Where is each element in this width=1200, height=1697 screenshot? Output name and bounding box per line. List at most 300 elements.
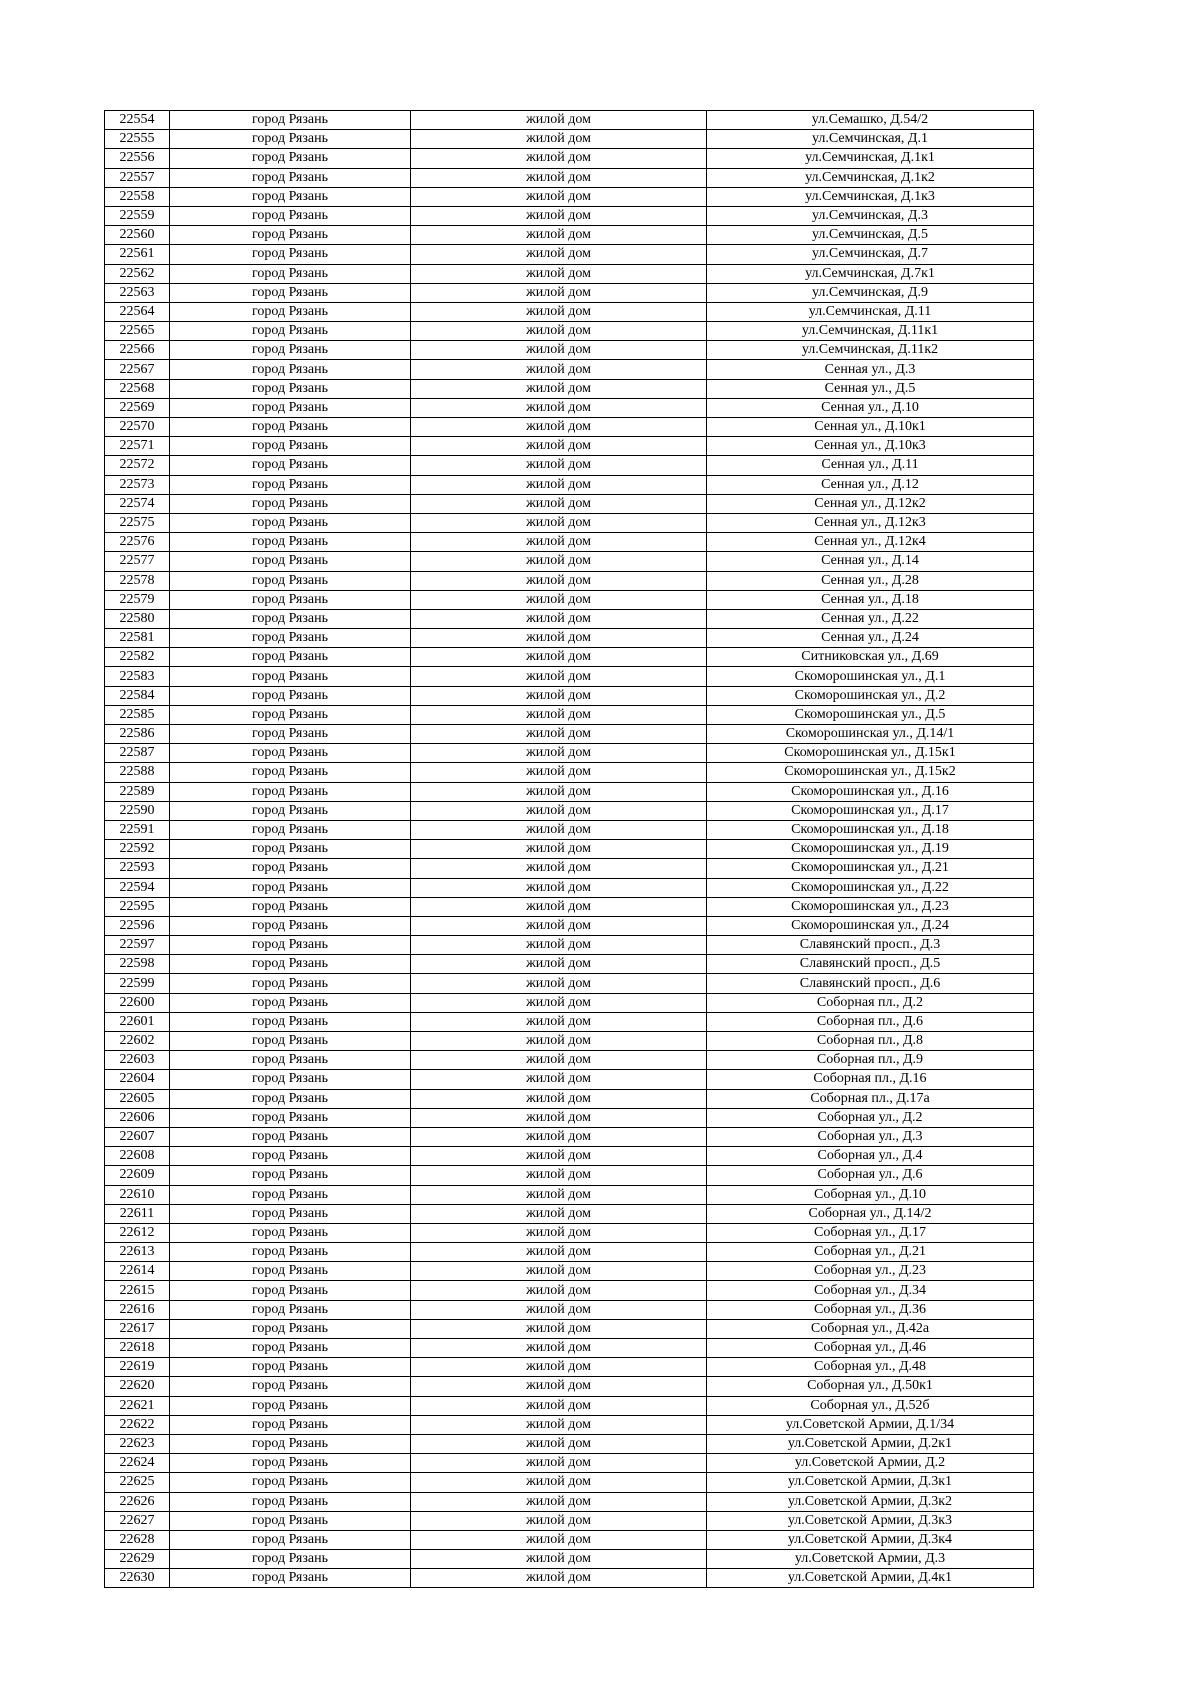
address-cell: ул.Советской Армии, Д.3к2 — [707, 1492, 1034, 1511]
table-row — [105, 264, 1034, 283]
address-cell: ул.Семчинская, Д.3 — [707, 206, 1034, 225]
table-row — [105, 1358, 1034, 1377]
table-row — [105, 782, 1034, 801]
building-type-cell: жилой дом — [411, 936, 707, 955]
city-cell: город Рязань — [170, 1243, 411, 1262]
record-number-cell: 22575 — [105, 513, 170, 532]
building-type-cell: жилой дом — [411, 1473, 707, 1492]
address-cell: Соборная пл., Д.2 — [707, 993, 1034, 1012]
address-cell: Сенная ул., Д.3 — [707, 360, 1034, 379]
address-cell: Скоморошинская ул., Д.1 — [707, 667, 1034, 686]
address-cell: Сенная ул., Д.14 — [707, 552, 1034, 571]
table-row — [105, 1415, 1034, 1434]
city-cell: город Рязань — [170, 283, 411, 302]
table-row — [105, 1396, 1034, 1415]
address-cell: Сенная ул., Д.22 — [707, 609, 1034, 628]
building-type-cell: жилой дом — [411, 283, 707, 302]
table-row — [105, 820, 1034, 839]
record-number-cell: 22609 — [105, 1166, 170, 1185]
table-row — [105, 283, 1034, 302]
address-cell: Соборная ул., Д.14/2 — [707, 1204, 1034, 1223]
record-number-cell: 22592 — [105, 840, 170, 859]
building-type-cell: жилой дом — [411, 245, 707, 264]
address-cell: Сенная ул., Д.24 — [707, 629, 1034, 648]
table-row — [105, 341, 1034, 360]
city-cell: город Рязань — [170, 609, 411, 628]
table-row — [105, 1166, 1034, 1185]
city-cell: город Рязань — [170, 1204, 411, 1223]
record-number-cell: 22629 — [105, 1550, 170, 1569]
table-row — [105, 206, 1034, 225]
city-cell: город Рязань — [170, 264, 411, 283]
city-cell: город Рязань — [170, 725, 411, 744]
record-number-cell: 22605 — [105, 1089, 170, 1108]
address-cell: Соборная ул., Д.17 — [707, 1223, 1034, 1242]
record-number-cell: 22554 — [105, 111, 170, 130]
record-number-cell: 22576 — [105, 533, 170, 552]
address-cell: Скоморошинская ул., Д.23 — [707, 897, 1034, 916]
table-row — [105, 571, 1034, 590]
city-cell: город Рязань — [170, 1434, 411, 1453]
building-type-cell: жилой дом — [411, 1511, 707, 1530]
building-type-cell: жилой дом — [411, 302, 707, 321]
building-type-cell: жилой дом — [411, 725, 707, 744]
address-cell: Ситниковская ул., Д.69 — [707, 648, 1034, 667]
address-cell: ул.Семчинская, Д.7к1 — [707, 264, 1034, 283]
record-number-cell: 22558 — [105, 187, 170, 206]
record-number-cell: 22628 — [105, 1530, 170, 1549]
city-cell: город Рязань — [170, 341, 411, 360]
record-number-cell: 22624 — [105, 1454, 170, 1473]
table-row — [105, 1511, 1034, 1530]
table-row — [105, 1127, 1034, 1146]
record-number-cell: 22563 — [105, 283, 170, 302]
address-cell: Сенная ул., Д.12 — [707, 475, 1034, 494]
address-cell: Скоморошинская ул., Д.15к2 — [707, 763, 1034, 782]
address-cell: Сенная ул., Д.10к3 — [707, 437, 1034, 456]
city-cell: город Рязань — [170, 379, 411, 398]
city-cell: город Рязань — [170, 149, 411, 168]
address-cell: ул.Советской Армии, Д.3к1 — [707, 1473, 1034, 1492]
building-type-cell: жилой дом — [411, 1204, 707, 1223]
city-cell: город Рязань — [170, 974, 411, 993]
building-type-cell: жилой дом — [411, 1530, 707, 1549]
building-type-cell: жилой дом — [411, 897, 707, 916]
record-number-cell: 22583 — [105, 667, 170, 686]
address-cell: Славянский просп., Д.5 — [707, 955, 1034, 974]
building-type-cell: жилой дом — [411, 1377, 707, 1396]
record-number-cell: 22627 — [105, 1511, 170, 1530]
city-cell: город Рязань — [170, 475, 411, 494]
city-cell: город Рязань — [170, 206, 411, 225]
address-cell: Соборная пл., Д.16 — [707, 1070, 1034, 1089]
record-number-cell: 22617 — [105, 1319, 170, 1338]
building-type-cell: жилой дом — [411, 782, 707, 801]
record-number-cell: 22566 — [105, 341, 170, 360]
table-row — [105, 245, 1034, 264]
table-row — [105, 456, 1034, 475]
city-cell: город Рязань — [170, 878, 411, 897]
table-row — [105, 1339, 1034, 1358]
record-number-cell: 22584 — [105, 686, 170, 705]
building-type-cell: жилой дом — [411, 763, 707, 782]
table-row — [105, 475, 1034, 494]
record-number-cell: 22600 — [105, 993, 170, 1012]
record-number-cell: 22607 — [105, 1127, 170, 1146]
record-number-cell: 22599 — [105, 974, 170, 993]
building-type-cell: жилой дом — [411, 1262, 707, 1281]
building-type-cell: жилой дом — [411, 149, 707, 168]
city-cell: город Рязань — [170, 916, 411, 935]
building-type-cell: жилой дом — [411, 494, 707, 513]
address-cell: Скоморошинская ул., Д.24 — [707, 916, 1034, 935]
table-row — [105, 763, 1034, 782]
address-cell: ул.Семчинская, Д.11к1 — [707, 322, 1034, 341]
address-cell: ул.Советской Армии, Д.3 — [707, 1550, 1034, 1569]
address-cell: ул.Семчинская, Д.9 — [707, 283, 1034, 302]
building-type-cell: жилой дом — [411, 456, 707, 475]
table-row — [105, 398, 1034, 417]
record-number-cell: 22560 — [105, 226, 170, 245]
address-cell: Скоморошинская ул., Д.17 — [707, 801, 1034, 820]
record-number-cell: 22588 — [105, 763, 170, 782]
record-number-cell: 22612 — [105, 1223, 170, 1242]
city-cell: город Рязань — [170, 1108, 411, 1127]
address-cell: Соборная ул., Д.6 — [707, 1166, 1034, 1185]
address-cell: Соборная ул., Д.10 — [707, 1185, 1034, 1204]
table-row — [105, 1473, 1034, 1492]
record-number-cell: 22555 — [105, 130, 170, 149]
building-type-cell: жилой дом — [411, 667, 707, 686]
record-number-cell: 22585 — [105, 705, 170, 724]
table-row — [105, 686, 1034, 705]
record-number-cell: 22562 — [105, 264, 170, 283]
city-cell: город Рязань — [170, 1550, 411, 1569]
building-type-cell: жилой дом — [411, 341, 707, 360]
record-number-cell: 22622 — [105, 1415, 170, 1434]
table-row — [105, 379, 1034, 398]
record-number-cell: 22601 — [105, 1012, 170, 1031]
building-type-cell: жилой дом — [411, 801, 707, 820]
table-row — [105, 1108, 1034, 1127]
record-number-cell: 22568 — [105, 379, 170, 398]
address-cell: ул.Семашко, Д.54/2 — [707, 111, 1034, 130]
city-cell: город Рязань — [170, 648, 411, 667]
city-cell: город Рязань — [170, 1032, 411, 1051]
record-number-cell: 22591 — [105, 820, 170, 839]
table-row — [105, 648, 1034, 667]
building-type-cell: жилой дом — [411, 1032, 707, 1051]
table-row — [105, 1492, 1034, 1511]
city-cell: город Рязань — [170, 744, 411, 763]
building-type-cell: жилой дом — [411, 609, 707, 628]
record-number-cell: 22564 — [105, 302, 170, 321]
table-row — [105, 667, 1034, 686]
city-cell: город Рязань — [170, 1454, 411, 1473]
building-type-cell: жилой дом — [411, 916, 707, 935]
address-cell: Соборная ул., Д.34 — [707, 1281, 1034, 1300]
address-cell: Скоморошинская ул., Д.14/1 — [707, 725, 1034, 744]
table-row — [105, 878, 1034, 897]
table-row — [105, 1032, 1034, 1051]
address-cell: Соборная ул., Д.21 — [707, 1243, 1034, 1262]
record-number-cell: 22594 — [105, 878, 170, 897]
record-number-cell: 22619 — [105, 1358, 170, 1377]
record-number-cell: 22626 — [105, 1492, 170, 1511]
table-row — [105, 1051, 1034, 1070]
record-number-cell: 22606 — [105, 1108, 170, 1127]
record-number-cell: 22565 — [105, 322, 170, 341]
city-cell: город Рязань — [170, 1223, 411, 1242]
record-number-cell: 22570 — [105, 418, 170, 437]
table-row — [105, 1223, 1034, 1242]
city-cell: город Рязань — [170, 1166, 411, 1185]
table-row — [105, 1281, 1034, 1300]
building-type-cell: жилой дом — [411, 379, 707, 398]
table-row — [105, 1012, 1034, 1031]
table-row — [105, 418, 1034, 437]
city-cell: город Рязань — [170, 111, 411, 130]
city-cell: город Рязань — [170, 418, 411, 437]
building-type-cell: жилой дом — [411, 1012, 707, 1031]
table-row — [105, 993, 1034, 1012]
building-type-cell: жилой дом — [411, 533, 707, 552]
building-type-cell: жилой дом — [411, 1339, 707, 1358]
city-cell: город Рязань — [170, 226, 411, 245]
table-row — [105, 130, 1034, 149]
address-cell: Сенная ул., Д.12к2 — [707, 494, 1034, 513]
address-cell: ул.Семчинская, Д.1к3 — [707, 187, 1034, 206]
building-type-cell: жилой дом — [411, 1415, 707, 1434]
address-cell: ул.Советской Армии, Д.3к3 — [707, 1511, 1034, 1530]
address-cell: ул.Семчинская, Д.1к2 — [707, 168, 1034, 187]
building-type-cell: жилой дом — [411, 993, 707, 1012]
building-type-cell: жилой дом — [411, 878, 707, 897]
record-number-cell: 22602 — [105, 1032, 170, 1051]
city-cell: город Рязань — [170, 1415, 411, 1434]
address-cell: Соборная ул., Д.48 — [707, 1358, 1034, 1377]
table-row — [105, 1550, 1034, 1569]
city-cell: город Рязань — [170, 302, 411, 321]
city-cell: город Рязань — [170, 1473, 411, 1492]
address-cell: Скоморошинская ул., Д.16 — [707, 782, 1034, 801]
table-row — [105, 840, 1034, 859]
address-cell: Соборная пл., Д.6 — [707, 1012, 1034, 1031]
address-cell: ул.Советской Армии, Д.4к1 — [707, 1569, 1034, 1588]
city-cell: город Рязань — [170, 936, 411, 955]
city-cell: город Рязань — [170, 1147, 411, 1166]
table-row — [105, 1070, 1034, 1089]
city-cell: город Рязань — [170, 245, 411, 264]
address-cell: Соборная пл., Д.17а — [707, 1089, 1034, 1108]
city-cell: город Рязань — [170, 993, 411, 1012]
address-cell: Соборная ул., Д.36 — [707, 1300, 1034, 1319]
address-cell: Соборная ул., Д.52б — [707, 1396, 1034, 1415]
city-cell: город Рязань — [170, 705, 411, 724]
building-type-cell: жилой дом — [411, 1492, 707, 1511]
record-number-cell: 22598 — [105, 955, 170, 974]
city-cell: город Рязань — [170, 897, 411, 916]
record-number-cell: 22590 — [105, 801, 170, 820]
address-cell: ул.Семчинская, Д.1к1 — [707, 149, 1034, 168]
city-cell: город Рязань — [170, 859, 411, 878]
city-cell: город Рязань — [170, 571, 411, 590]
table-row — [105, 1454, 1034, 1473]
building-type-cell: жилой дом — [411, 1550, 707, 1569]
address-cell: Скоморошинская ул., Д.2 — [707, 686, 1034, 705]
city-cell: город Рязань — [170, 168, 411, 187]
building-type-cell: жилой дом — [411, 1147, 707, 1166]
address-cell: Соборная ул., Д.50к1 — [707, 1377, 1034, 1396]
city-cell: город Рязань — [170, 1396, 411, 1415]
address-cell: Сенная ул., Д.12к3 — [707, 513, 1034, 532]
city-cell: город Рязань — [170, 1377, 411, 1396]
city-cell: город Рязань — [170, 1070, 411, 1089]
city-cell: город Рязань — [170, 398, 411, 417]
address-cell: Скоморошинская ул., Д.21 — [707, 859, 1034, 878]
record-number-cell: 22567 — [105, 360, 170, 379]
building-type-cell: жилой дом — [411, 187, 707, 206]
city-cell: город Рязань — [170, 1185, 411, 1204]
building-type-cell: жилой дом — [411, 859, 707, 878]
record-number-cell: 22608 — [105, 1147, 170, 1166]
address-cell: Соборная ул., Д.42а — [707, 1319, 1034, 1338]
address-cell: Соборная ул., Д.4 — [707, 1147, 1034, 1166]
building-type-cell: жилой дом — [411, 648, 707, 667]
address-cell: Сенная ул., Д.11 — [707, 456, 1034, 475]
table-row — [105, 1185, 1034, 1204]
table-row — [105, 552, 1034, 571]
address-cell: Сенная ул., Д.12к4 — [707, 533, 1034, 552]
building-type-cell: жилой дом — [411, 360, 707, 379]
building-type-cell: жилой дом — [411, 111, 707, 130]
address-cell: Сенная ул., Д.5 — [707, 379, 1034, 398]
record-number-cell: 22571 — [105, 437, 170, 456]
address-cell: Скоморошинская ул., Д.19 — [707, 840, 1034, 859]
record-number-cell: 22613 — [105, 1243, 170, 1262]
building-type-cell: жилой дом — [411, 1243, 707, 1262]
table-row — [105, 1434, 1034, 1453]
address-table-body — [105, 111, 1034, 1588]
address-cell: Славянский просп., Д.3 — [707, 936, 1034, 955]
record-number-cell: 22621 — [105, 1396, 170, 1415]
city-cell: город Рязань — [170, 1089, 411, 1108]
city-cell: город Рязань — [170, 1127, 411, 1146]
table-row — [105, 226, 1034, 245]
table-row — [105, 590, 1034, 609]
table-row — [105, 187, 1034, 206]
table-row — [105, 725, 1034, 744]
address-cell: Скоморошинская ул., Д.5 — [707, 705, 1034, 724]
record-number-cell: 22604 — [105, 1070, 170, 1089]
address-cell: Соборная ул., Д.23 — [707, 1262, 1034, 1281]
table-row — [105, 916, 1034, 935]
building-type-cell: жилой дом — [411, 571, 707, 590]
record-number-cell: 22616 — [105, 1300, 170, 1319]
record-number-cell: 22630 — [105, 1569, 170, 1588]
record-number-cell: 22620 — [105, 1377, 170, 1396]
table-row — [105, 1089, 1034, 1108]
record-number-cell: 22597 — [105, 936, 170, 955]
table-row — [105, 322, 1034, 341]
table-row — [105, 629, 1034, 648]
building-type-cell: жилой дом — [411, 1070, 707, 1089]
building-type-cell: жилой дом — [411, 1166, 707, 1185]
city-cell: город Рязань — [170, 801, 411, 820]
table-row — [105, 1262, 1034, 1281]
address-cell: Славянский просп., Д.6 — [707, 974, 1034, 993]
address-cell: ул.Семчинская, Д.1 — [707, 130, 1034, 149]
building-type-cell: жилой дом — [411, 1223, 707, 1242]
record-number-cell: 22559 — [105, 206, 170, 225]
city-cell: город Рязань — [170, 590, 411, 609]
record-number-cell: 22625 — [105, 1473, 170, 1492]
table-row — [105, 1300, 1034, 1319]
table-row — [105, 111, 1034, 130]
address-cell: ул.Советской Армии, Д.3к4 — [707, 1530, 1034, 1549]
building-type-cell: жилой дом — [411, 686, 707, 705]
city-cell: город Рязань — [170, 820, 411, 839]
building-type-cell: жилой дом — [411, 437, 707, 456]
building-type-cell: жилой дом — [411, 974, 707, 993]
city-cell: город Рязань — [170, 513, 411, 532]
building-type-cell: жилой дом — [411, 1454, 707, 1473]
building-type-cell: жилой дом — [411, 820, 707, 839]
building-type-cell: жилой дом — [411, 168, 707, 187]
table-row — [105, 168, 1034, 187]
building-type-cell: жилой дом — [411, 475, 707, 494]
building-type-cell: жилой дом — [411, 955, 707, 974]
record-number-cell: 22596 — [105, 916, 170, 935]
city-cell: город Рязань — [170, 533, 411, 552]
address-cell: Сенная ул., Д.10 — [707, 398, 1034, 417]
record-number-cell: 22557 — [105, 168, 170, 187]
record-number-cell: 22623 — [105, 1434, 170, 1453]
address-cell: Соборная пл., Д.9 — [707, 1051, 1034, 1070]
city-cell: город Рязань — [170, 437, 411, 456]
building-type-cell: жилой дом — [411, 1281, 707, 1300]
address-cell: ул.Семчинская, Д.5 — [707, 226, 1034, 245]
address-cell: Соборная ул., Д.2 — [707, 1108, 1034, 1127]
address-cell: ул.Советской Армии, Д.2к1 — [707, 1434, 1034, 1453]
record-number-cell: 22614 — [105, 1262, 170, 1281]
table-row — [105, 859, 1034, 878]
city-cell: город Рязань — [170, 1051, 411, 1070]
city-cell: город Рязань — [170, 360, 411, 379]
table-row — [105, 609, 1034, 628]
record-number-cell: 22587 — [105, 744, 170, 763]
city-cell: город Рязань — [170, 1281, 411, 1300]
city-cell: город Рязань — [170, 494, 411, 513]
city-cell: город Рязань — [170, 1339, 411, 1358]
building-type-cell: жилой дом — [411, 513, 707, 532]
record-number-cell: 22573 — [105, 475, 170, 494]
table-row — [105, 533, 1034, 552]
address-cell: Скоморошинская ул., Д.15к1 — [707, 744, 1034, 763]
address-cell: ул.Семчинская, Д.11к2 — [707, 341, 1034, 360]
city-cell: город Рязань — [170, 955, 411, 974]
record-number-cell: 22589 — [105, 782, 170, 801]
building-type-cell: жилой дом — [411, 1127, 707, 1146]
city-cell: город Рязань — [170, 1319, 411, 1338]
city-cell: город Рязань — [170, 456, 411, 475]
city-cell: город Рязань — [170, 552, 411, 571]
table-row — [105, 705, 1034, 724]
building-type-cell: жилой дом — [411, 322, 707, 341]
building-type-cell: жилой дом — [411, 590, 707, 609]
building-type-cell: жилой дом — [411, 1319, 707, 1338]
building-type-cell: жилой дом — [411, 1300, 707, 1319]
